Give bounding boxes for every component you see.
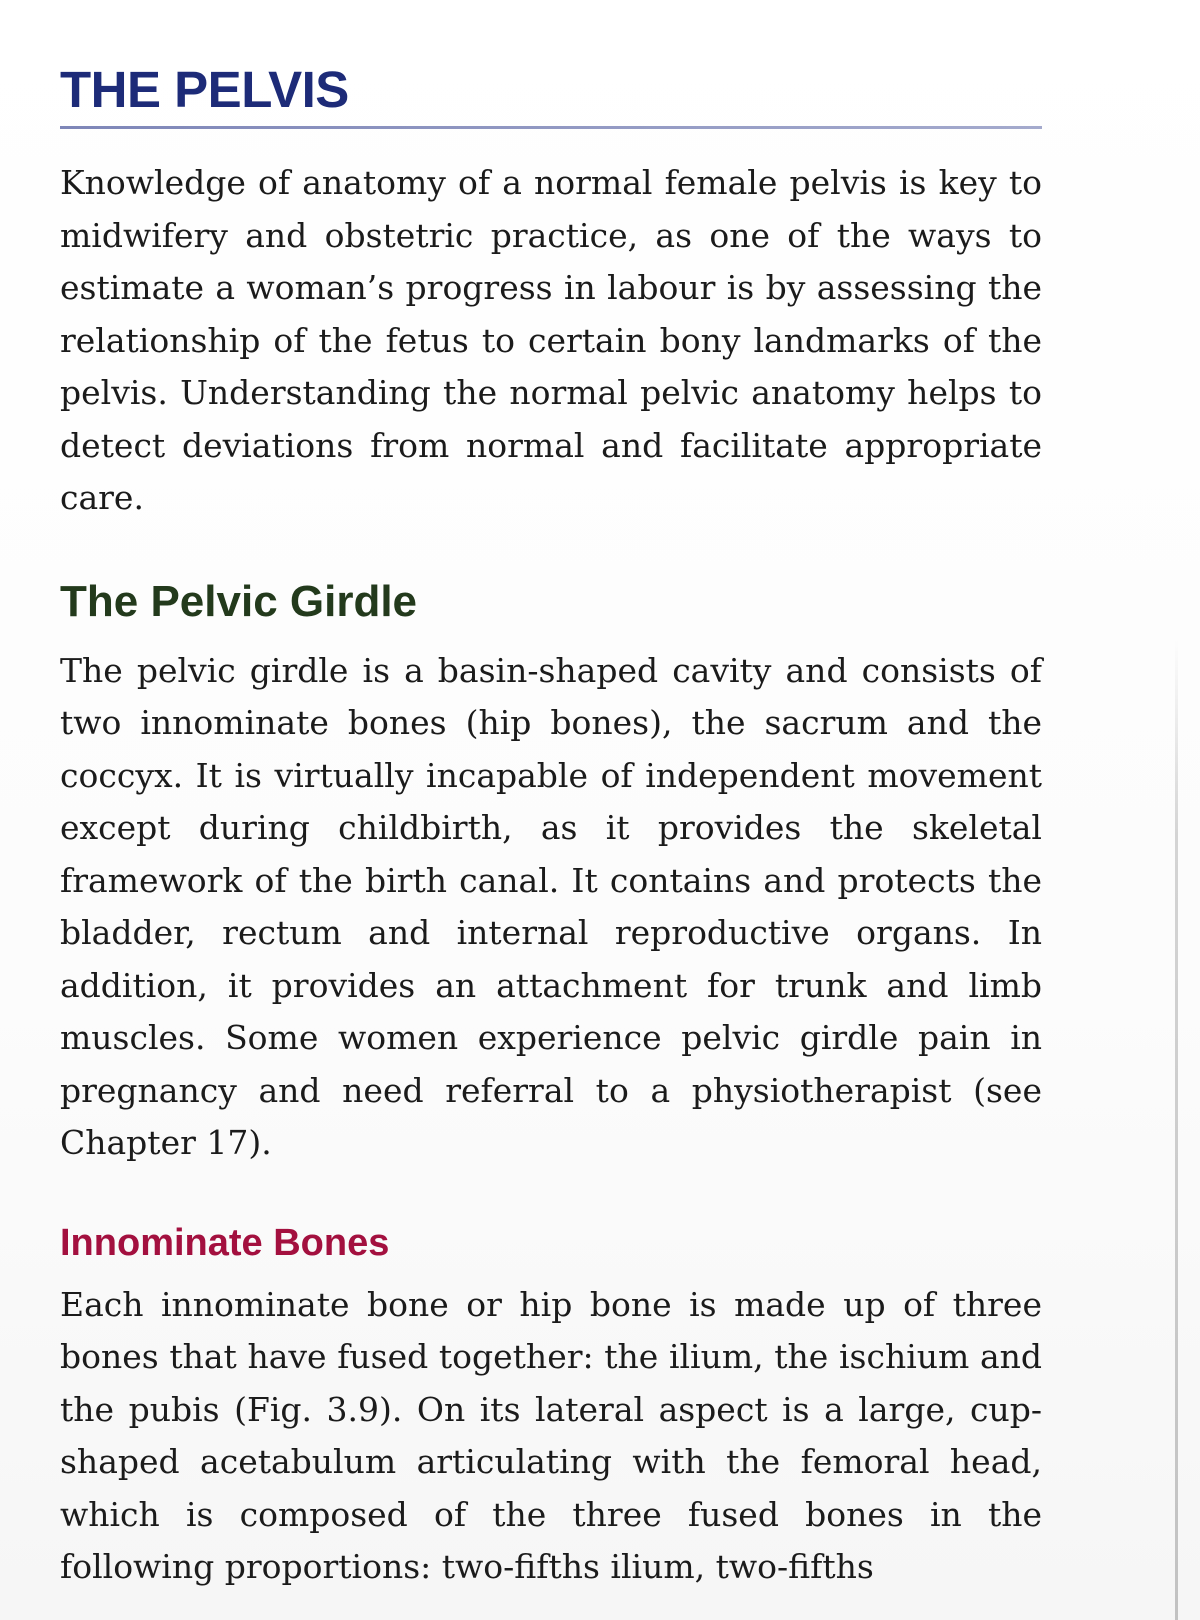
- subsection-heading-innominate-bones: Innominate Bones: [60, 1221, 390, 1264]
- pelvic-girdle-paragraph: The pelvic girdle is a basin-shaped cavity and consists of two innominate bones (hip bones), the sacrum and the coccyx. It is virtually incapable of independent movement except during childbirth, as it provides the skeletal framework of the birth canal. It contains and protects the bladder, rectum and internal reproductive organs. In addition, it provides an attachment for trunk and limb muscles. Some women experience pelvic girdle pain in pregnancy and need referral to a physiotherapist (see Chapter 17).: [60, 650, 1042, 1163]
- innominate-bones-paragraph: Each innominate bone or hip bone is made up of three bones that have fused together: the ilium, the ischium and the pubis (Fig. 3.9). On its lateral aspect is a large, cup-shaped acetabulum articulating with the femoral head, which is composed of the three fused bones in the following proportions: two-fifths ilium, two-fifths: [60, 1284, 1042, 1587]
- page-content: [60, 62, 1042, 1594]
- chapter-title: THE PELVIS: [60, 61, 349, 118]
- intro-paragraph: Knowledge of anatomy of a normal female pelvis is key to midwifery and obstetric practice, as one of the ways to estimate a woman’s progress in labour is by assessing the relationship of the fetus to certain bony landmarks of the pelvis. Understanding the normal pelvic anatomy helps to detect deviations from normal and facilitate appropriate care.: [60, 163, 1042, 518]
- page-edge-shadow: [1175, 640, 1178, 1620]
- title-underline-divider: [60, 126, 1042, 129]
- section-heading-pelvic-girdle: The Pelvic Girdle: [60, 576, 418, 626]
